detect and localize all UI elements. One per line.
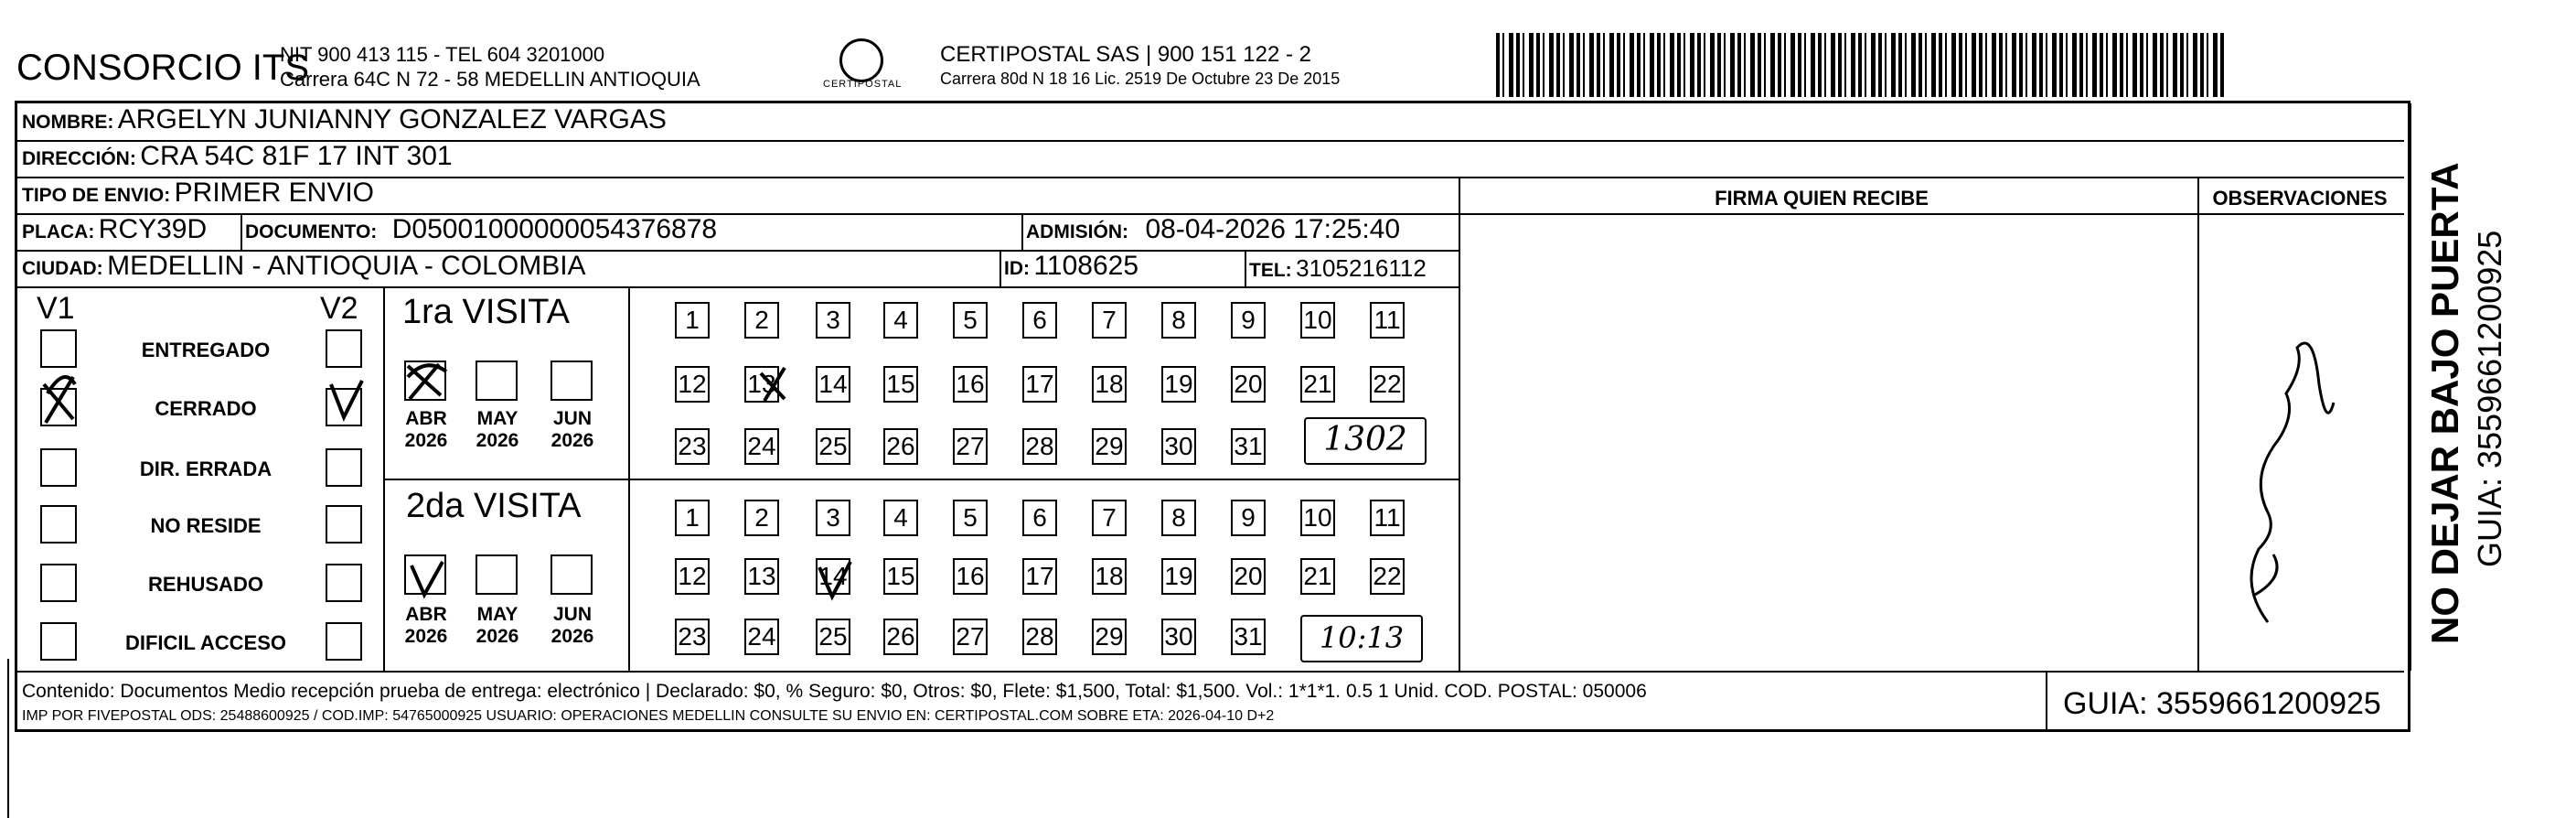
second-visit-day-box[interactable]: 30 xyxy=(1161,619,1196,655)
ciudad-label: CIUDAD: xyxy=(22,258,103,279)
first-visit-day-box[interactable]: 3 xyxy=(816,302,850,339)
id-value: 1108625 xyxy=(1033,251,1139,281)
month-year: 2026 xyxy=(404,430,448,451)
status-label: DIR. ERRADA xyxy=(139,457,273,480)
second-visit-day-box[interactable]: 1 xyxy=(675,500,710,536)
footer-contents: Contenido: Documentos Medio recepción prueba de entrega: electrónico | Declarado: $0, % Seguro: $0, Otros: $0, Flete: $1,500, Total: $1,500. Vol.: 1*1*1. 0.5 1 Unid. COD. POSTAL: 050006 xyxy=(22,681,1647,702)
day-14-second-check-icon xyxy=(819,562,850,597)
ciudad-value: MEDELLIN - ANTIOQUIA - COLOMBIA xyxy=(107,251,586,281)
month-name: ABR xyxy=(405,408,447,429)
first-visit-day-box[interactable]: 30 xyxy=(1161,428,1196,465)
page-edge-line xyxy=(7,659,9,818)
second-visit-day-box[interactable]: 19 xyxy=(1161,558,1196,595)
nit-line: NIT 900 413 115 - TEL 604 3201000 xyxy=(280,43,605,66)
second-visit-day-box[interactable]: 31 xyxy=(1231,619,1266,655)
second-visit-day-box[interactable]: 23 xyxy=(675,619,710,655)
second-visit-day-box[interactable]: 20 xyxy=(1231,558,1266,595)
month-year: 2026 xyxy=(550,430,594,451)
second-visit-handwritten: 10:13 xyxy=(1300,615,1423,662)
month-name: ABR xyxy=(405,604,447,625)
first-visit-day-box[interactable]: 22 xyxy=(1370,366,1405,403)
second-visit-day-box[interactable]: 11 xyxy=(1370,500,1405,536)
first-visit-day-box[interactable]: 16 xyxy=(953,366,988,403)
first-visit-day-box[interactable]: 13 xyxy=(744,366,779,403)
admision-value: 08-04-2026 17:25:40 xyxy=(1145,214,1401,244)
month-year: 2026 xyxy=(404,626,448,647)
first-visit-day-box[interactable]: 27 xyxy=(953,428,988,465)
second-visit-day-box[interactable]: 22 xyxy=(1370,558,1405,595)
second-visit-day-box[interactable]: 5 xyxy=(953,500,988,536)
first-visit-day-box[interactable]: 9 xyxy=(1231,302,1266,339)
carrier-line: CERTIPOSTAL SAS | 900 151 122 - 2 xyxy=(940,42,1311,67)
second-visit-day-box[interactable]: 7 xyxy=(1092,500,1127,536)
day-13-first-check-icon xyxy=(761,368,785,401)
cerrado-v2-check-icon xyxy=(331,381,362,417)
first-visit-day-box[interactable]: 12 xyxy=(675,366,710,403)
second-visit-day-box[interactable]: 3 xyxy=(816,500,850,536)
first-visit-day-box[interactable]: 7 xyxy=(1092,302,1127,339)
second-visit-day-box[interactable]: 18 xyxy=(1092,558,1127,595)
id-label: ID: xyxy=(1004,258,1030,279)
first-visit-day-box[interactable]: 23 xyxy=(675,428,710,465)
tel-label: TEL: xyxy=(1249,260,1292,281)
first-visit-day-box[interactable]: 25 xyxy=(816,428,850,465)
second-visit-day-box[interactable]: 9 xyxy=(1231,500,1266,536)
first-visit-day-box[interactable]: 11 xyxy=(1370,302,1405,339)
month-name: MAY xyxy=(476,604,518,625)
first-visit-day-box[interactable]: 6 xyxy=(1022,302,1057,339)
second-visit-day-box[interactable]: 16 xyxy=(953,558,988,595)
admision-label: ADMISIÓN: xyxy=(1026,221,1128,242)
second-visit-day-box[interactable]: 25 xyxy=(816,619,850,655)
month-name: MAY xyxy=(476,408,518,429)
nombre-label: NOMBRE: xyxy=(22,112,114,133)
month-name: JUN xyxy=(552,604,592,625)
first-visit-day-box[interactable]: 18 xyxy=(1092,366,1127,403)
logo-text: CERTIPOSTAL xyxy=(823,79,903,90)
month-year: 2026 xyxy=(550,626,594,647)
status-label: DIFICIL ACCESO xyxy=(124,631,286,654)
second-visit-day-box[interactable]: 2 xyxy=(744,500,779,536)
first-visit-day-box[interactable]: 10 xyxy=(1300,302,1335,339)
side-warning: NO DEJAR BAJO PUERTA xyxy=(2423,162,2466,644)
cerrado-v1-check-icon xyxy=(44,377,75,423)
first-visit-day-box[interactable]: 19 xyxy=(1161,366,1196,403)
second-visit-day-box[interactable]: 27 xyxy=(953,619,988,655)
abr-second-visit-check-icon xyxy=(412,562,443,595)
first-visit-day-box[interactable]: 2 xyxy=(744,302,779,339)
side-guia: GUIA: 3559661200925 xyxy=(2471,230,2508,567)
status-label: NO RESIDE xyxy=(150,514,262,537)
first-visit-day-box[interactable]: 29 xyxy=(1092,428,1127,465)
signature-icon xyxy=(2251,343,2334,622)
first-visit-title: 1ra VISITA xyxy=(402,293,571,331)
tel-value: 3105216112 xyxy=(1296,254,1427,282)
tipo-label: TIPO DE ENVIO: xyxy=(22,185,171,206)
first-visit-day-box[interactable]: 15 xyxy=(883,366,918,403)
month-year: 2026 xyxy=(476,626,519,647)
status-label: ENTREGADO xyxy=(141,339,271,361)
placa-label: PLACA: xyxy=(22,221,95,242)
documento-value: D05001000000054376878 xyxy=(391,214,718,244)
first-visit-day-box[interactable]: 24 xyxy=(744,428,779,465)
observaciones-header: OBSERVACIONES xyxy=(2212,187,2388,210)
first-visit-day-box[interactable]: 20 xyxy=(1231,366,1266,403)
first-visit-day-box[interactable]: 26 xyxy=(883,428,918,465)
address-line: Carrera 64C N 72 - 58 MEDELLIN ANTIOQUIA xyxy=(280,68,700,91)
second-visit-day-box[interactable]: 13 xyxy=(744,558,779,595)
footer-guia: GUIA: 3559661200925 xyxy=(2063,686,2381,721)
status-label: REHUSADO xyxy=(148,573,263,596)
second-visit-title: 2da VISITA xyxy=(406,487,582,525)
carrier-license: Carrera 80d N 18 16 Lic. 2519 De Octubre 23 De 2015 xyxy=(940,70,1341,88)
second-visit-day-box[interactable]: 10 xyxy=(1300,500,1335,536)
first-visit-handwritten: 1302 xyxy=(1304,417,1427,465)
first-visit-day-box[interactable]: 14 xyxy=(816,366,850,403)
placa-value: RCY39D xyxy=(98,214,208,244)
second-visit-day-box[interactable]: 14 xyxy=(816,558,850,595)
nombre-value: ARGELYN JUNIANNY GONZALEZ VARGAS xyxy=(117,104,667,135)
second-visit-day-box[interactable]: 24 xyxy=(744,619,779,655)
first-visit-day-box[interactable]: 4 xyxy=(883,302,918,339)
firma-header: FIRMA QUIEN RECIBE xyxy=(1715,187,1929,210)
second-visit-day-box[interactable]: 26 xyxy=(883,619,918,655)
first-visit-day-box[interactable]: 31 xyxy=(1231,428,1266,465)
first-visit-day-box[interactable]: 5 xyxy=(953,302,988,339)
second-visit-day-box[interactable]: 4 xyxy=(883,500,918,536)
tipo-value: PRIMER ENVIO xyxy=(174,178,375,208)
v1-label: V1 xyxy=(37,291,75,326)
abr-first-visit-check-icon xyxy=(408,364,446,399)
second-visit-day-box[interactable]: 28 xyxy=(1022,619,1057,655)
first-visit-day-box[interactable]: 21 xyxy=(1300,366,1335,403)
first-visit-day-box[interactable]: 28 xyxy=(1022,428,1057,465)
first-visit-day-box[interactable]: 1 xyxy=(675,302,710,339)
first-visit-day-box[interactable]: 8 xyxy=(1161,302,1196,339)
second-visit-day-box[interactable]: 17 xyxy=(1022,558,1057,595)
documento-label: DOCUMENTO: xyxy=(245,221,378,242)
v2-label: V2 xyxy=(320,291,358,326)
second-visit-day-box[interactable]: 21 xyxy=(1300,558,1335,595)
second-visit-day-box[interactable]: 6 xyxy=(1022,500,1057,536)
footer-print-info: IMP POR FIVEPOSTAL ODS: 25488600925 / COD.IMP: 54765000925 USUARIO: OPERACIONES MEDELLIN CONSULTE SU ENVIO EN: CERTIPOSTAL.COM SOBRE ETA: 2026-04-10 D+2 xyxy=(22,708,1275,724)
month-year: 2026 xyxy=(476,430,519,451)
direccion-label: DIRECCIÓN: xyxy=(22,148,136,169)
company-name: CONSORCIO ITS xyxy=(16,48,310,88)
second-visit-day-box[interactable]: 8 xyxy=(1161,500,1196,536)
first-visit-day-box[interactable]: 17 xyxy=(1022,366,1057,403)
second-visit-day-box[interactable]: 12 xyxy=(675,558,710,595)
second-visit-day-box[interactable]: 29 xyxy=(1092,619,1127,655)
status-label: CERRADO xyxy=(155,397,257,420)
month-name: JUN xyxy=(552,408,592,429)
second-visit-day-box[interactable]: 15 xyxy=(883,558,918,595)
direccion-value: CRA 54C 81F 17 INT 301 xyxy=(140,141,453,171)
